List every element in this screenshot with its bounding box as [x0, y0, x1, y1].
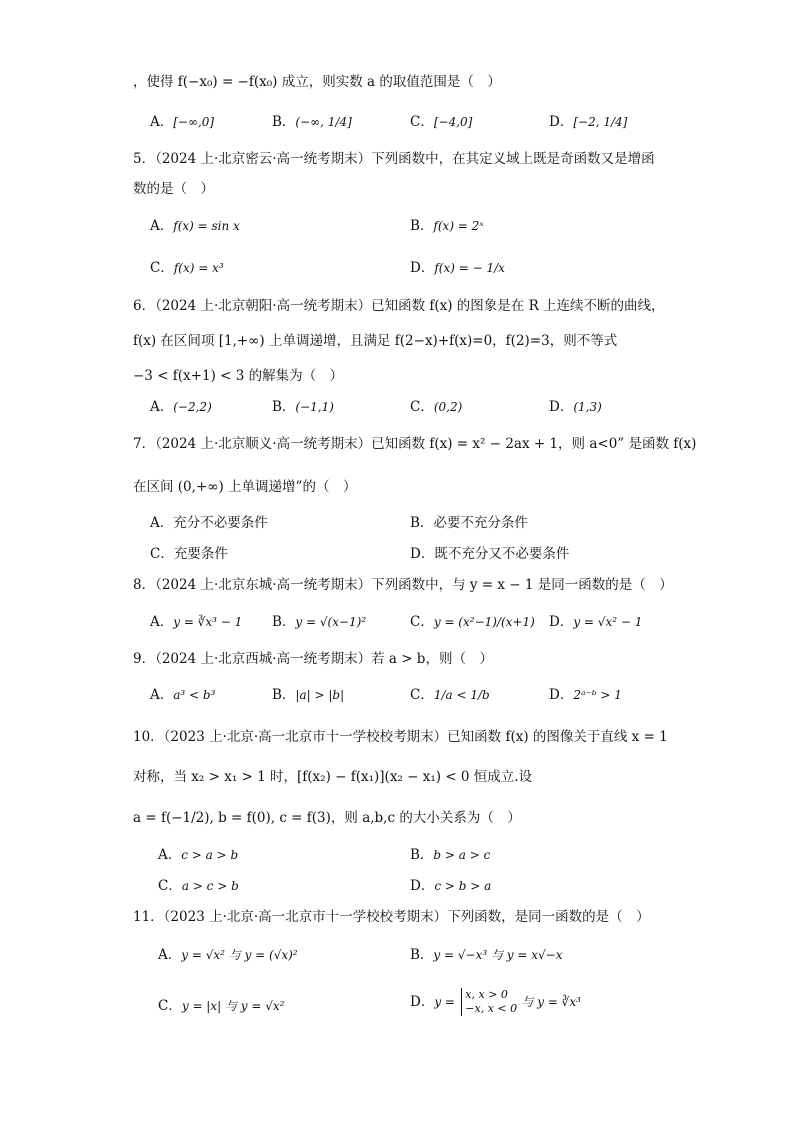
- q9-stem: 9．（2024 上·北京西城·高一统考期末）若 a > b，则（ ）: [133, 651, 493, 667]
- q11-option-a[interactable]: A．y = √x² 与 y = (√x)²: [158, 947, 298, 963]
- q11-option-d[interactable]: D．y = x, x > 0 −x, x < 0 与 y = ∛x³: [410, 988, 581, 1015]
- q8-option-c[interactable]: C．y = (x²−1)/(x+1): [410, 614, 535, 630]
- q10-option-d[interactable]: D．c > b > a: [410, 878, 492, 894]
- q4-option-d[interactable]: D．[−2, 1/4]: [549, 114, 628, 130]
- q11-stem: 11．（2023 上·北京·高一北京市十一学校校考期末）下列函数，是同一函数的是（ ）: [133, 909, 650, 925]
- q5-stem-line2: 数的是（ ）: [133, 181, 214, 197]
- q10-stem-line2: 对称，当 x₂ > x₁ > 1 时，[f(x₂) − f(x₁)](x₂ − x₁) < 0 恒成立.设: [133, 769, 533, 785]
- q7-stem-line2: 在区间 (0,+∞) 上单调递增”的（ ）: [133, 479, 357, 495]
- q8-stem: 8．（2024 上·北京东城·高一统考期末）下列函数中，与 y = x − 1 是同一函数的是（ ）: [133, 577, 673, 593]
- q7-option-d[interactable]: D．既不充分又不必要条件: [410, 546, 570, 562]
- q6-option-a[interactable]: A．(−2,2): [150, 399, 212, 415]
- q6-option-c[interactable]: C．(0,2): [410, 399, 463, 415]
- piecewise-brace: x, x > 0 −x, x < 0: [461, 988, 517, 1016]
- q5-option-a[interactable]: A．f(x) = sin x: [150, 218, 240, 234]
- q8-option-b[interactable]: B．y = √(x−1)²: [272, 614, 367, 630]
- q10-stem-line1: 10．（2023 上·北京·高一北京市十一学校校考期末）已知函数 f(x) 的图像关于直线 x = 1: [133, 729, 668, 745]
- q8-option-d[interactable]: D．y = √x² − 1: [549, 614, 643, 630]
- q8-option-a[interactable]: A．y = ∛x³ − 1: [150, 614, 243, 630]
- q9-option-b[interactable]: B．|a| > |b|: [272, 687, 345, 703]
- q10-option-c[interactable]: C．a > c > b: [158, 878, 239, 894]
- q10-option-a[interactable]: A．c > a > b: [158, 847, 239, 863]
- q9-option-d[interactable]: D．2ᵃ⁻ᵇ > 1: [549, 687, 622, 703]
- q4-stem-continuation: [133, 72, 501, 92]
- q7-option-c[interactable]: C．充要条件: [150, 546, 228, 562]
- q4-stem-text: ，使得 f(−x₀) = −f(x₀) 成立，则实数 a 的取值范围是（ ）: [133, 74, 501, 90]
- q4-option-c[interactable]: C．[−4,0]: [410, 114, 473, 130]
- q11-option-c[interactable]: C．y = |x| 与 y = √x²: [158, 998, 285, 1014]
- q4-option-a[interactable]: A．[−∞,0]: [150, 114, 215, 130]
- q6-stem-line3: −3 < f(x+1) < 3 的解集为（ ）: [133, 368, 344, 384]
- q5-option-d[interactable]: D．f(x) = − 1/x: [410, 260, 505, 276]
- q5-stem-line1: 5．（2024 上·北京密云·高一统考期末）下列函数中，在其定义域上既是奇函数又是增函: [133, 151, 655, 167]
- q7-stem-line1: 7．（2024 上·北京顺义·高一统考期末）已知函数 f(x) = x² − 2ax + 1，则 a<0” 是函数 f(x): [133, 436, 697, 452]
- q7-option-a[interactable]: A．充分不必要条件: [150, 515, 268, 531]
- q11-option-b[interactable]: B．y = √−x³ 与 y = x√−x: [410, 947, 563, 963]
- q5-option-b[interactable]: B．f(x) = 2ˣ: [410, 218, 484, 234]
- q6-option-d[interactable]: D．(1,3): [549, 399, 602, 415]
- q4-option-b[interactable]: B．(−∞, 1/4]: [272, 114, 352, 130]
- q7-option-b[interactable]: B．必要不充分条件: [410, 515, 528, 531]
- q9-option-c[interactable]: C．1/a < 1/b: [410, 687, 490, 703]
- q6-stem-line2: f(x) 在区间项 [1,+∞) 上单调递增，且满足 f(2−x)+f(x)=0，f(2)=3，则不等式: [133, 333, 618, 349]
- q6-option-b[interactable]: B．(−1,1): [272, 399, 334, 415]
- q10-option-b[interactable]: B．b > a > c: [410, 847, 491, 863]
- q6-stem-line1: 6．（2024 上·北京朝阳·高一统考期末）已知函数 f(x) 的图象是在 R 上连续不断的曲线，: [133, 298, 665, 314]
- q5-option-c[interactable]: C．f(x) = x³: [150, 260, 224, 276]
- q10-stem-line3: a = f(−1/2), b = f(0), c = f(3)，则 a,b,c 的大小关系为（ ）: [133, 810, 521, 826]
- q9-option-a[interactable]: A．a³ < b³: [150, 687, 216, 703]
